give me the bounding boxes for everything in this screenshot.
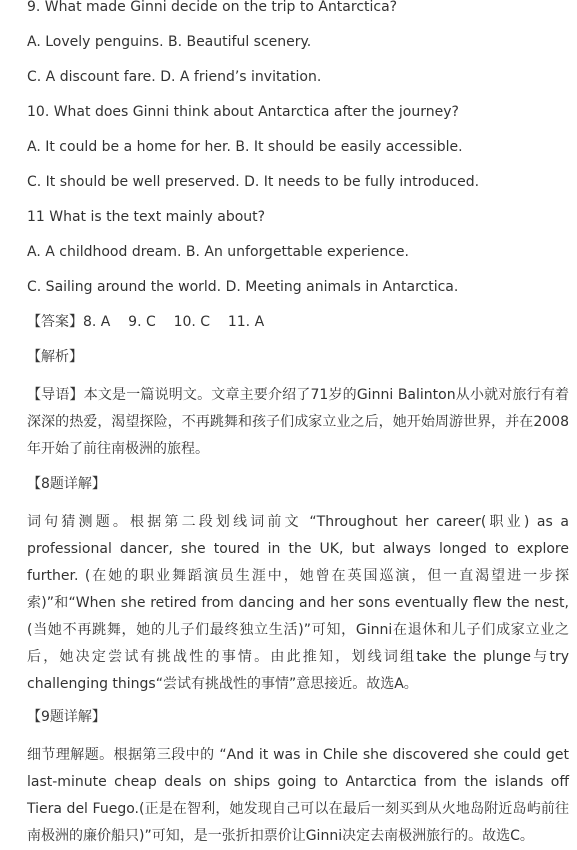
question-10: 10. What does Ginni think about Antarctica after the journey? bbox=[27, 104, 459, 120]
question-9-options-cd: C. A discount fare. D. A friend’s invitation. bbox=[27, 69, 322, 85]
question-9: 9. What made Ginni decide on the trip to Antarctica? bbox=[27, 0, 398, 15]
q8-detail-heading: 【8题详解】 bbox=[27, 476, 106, 492]
question-11: 11 What is the text mainly about? bbox=[27, 209, 266, 225]
q9-detail-paragraph: 细节理解题。根据第三段中的 “And it was in Chile she discovered she could get last-minute cheap deals on ships going to Antarctica from the islands off Tiera del Fuego.(正是在智利，她发现自己可以在最后一刻买到从火地岛附近岛屿前往南极洲的廉价船只)”可知，是一张折扣票价让Ginni决定去南极洲旅行的。故选C。 bbox=[27, 747, 569, 844]
analysis-heading: 【解析】 bbox=[27, 349, 83, 365]
q9-detail-heading: 【9题详解】 bbox=[27, 709, 106, 725]
question-9-options-ab: A. Lovely penguins. B. Beautiful scenery. bbox=[27, 34, 312, 50]
q8-detail-paragraph: 词句猜测题。根据第二段划线词前文 “Throughout her career(职业) as a professional dancer, she toured in the UK, but always longed to explore further. (在她的职业舞蹈演员生涯中，她曾在英国巡演，但一直渴望进一步探索)”和“When she retired from dancing and her sons eventually flew the nest,(当她不再跳舞，她的儿子们最终独立生活)”可知，Ginni在退休和儿子们成家立业之后，她决定尝试有挑战性的事情。由此推知，划线词组take the plunge与try challenging things“尝试有挑战性的事情”意思接近。故选A。 bbox=[27, 514, 569, 692]
answer-key: 【答案】8. A 9. C 10. C 11. A bbox=[27, 314, 265, 330]
question-11-options-ab: A. A childhood dream. B. An unforgettable experience. bbox=[27, 244, 409, 260]
question-10-options-ab: A. It could be a home for her. B. It should be easily accessible. bbox=[27, 139, 463, 155]
question-10-options-cd: C. It should be well preserved. D. It needs to be fully introduced. bbox=[27, 174, 480, 190]
intro-paragraph: 【导语】本文是一篇说明文。文章主要介绍了71岁的Ginni Balinton从小就对旅行有着深深的热爱，渴望探险，不再跳舞和孩子们成家立业之后，她开始周游世界，并在2008年开始了前往南极洲的旅程。 bbox=[27, 387, 569, 457]
question-11-options-cd: C. Sailing around the world. D. Meeting animals in Antarctica. bbox=[27, 279, 459, 295]
